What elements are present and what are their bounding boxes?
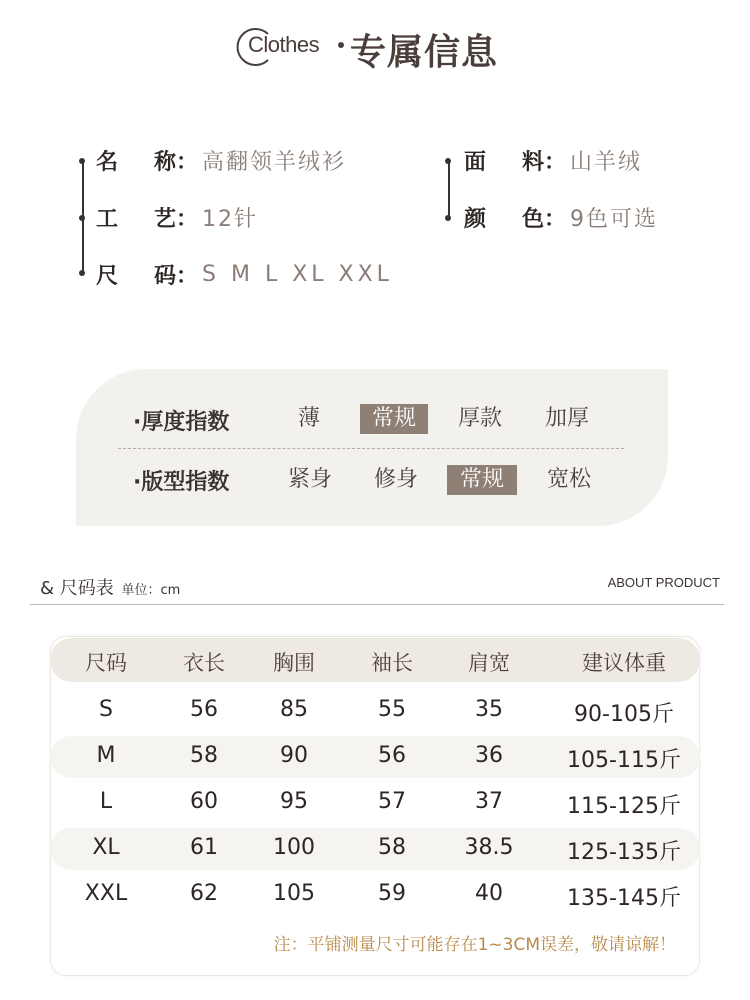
- size-chart-title-text: & 尺码表: [40, 578, 114, 599]
- size-table-cell: 90-105斤: [574, 702, 674, 727]
- info-label-char: 颜: [464, 207, 487, 232]
- info-label: [464, 202, 544, 233]
- info-label-char: 面: [464, 150, 487, 175]
- size-table-header-cell: 肩宽: [468, 651, 510, 675]
- size-table-cell: 62: [190, 881, 218, 906]
- info-colon: ：: [176, 264, 199, 289]
- info-value-color: 9色可选: [570, 207, 659, 232]
- size-table-cell: 59: [378, 881, 406, 906]
- info-value-size: S M L XL XXL: [202, 262, 393, 287]
- size-table-cell: 58: [190, 743, 218, 768]
- info-label-char: 名: [96, 150, 119, 175]
- size-table-cell: 60: [190, 789, 218, 814]
- fit-option: 修身: [373, 467, 418, 492]
- size-chart-title: [40, 574, 180, 600]
- info-colon: ：: [544, 207, 567, 232]
- size-table-cell: S: [99, 697, 113, 722]
- size-table-header-cell: 胸围: [273, 651, 315, 675]
- measurement-note: 注：平铺测量尺寸可能存在1~3CM误差，敬请谅解！: [273, 935, 676, 955]
- size-table-cell: 56: [378, 743, 406, 768]
- info-right-dot-1: [445, 158, 451, 164]
- size-table-cell: 37: [475, 789, 503, 814]
- size-table-cell: 56: [190, 697, 218, 722]
- page-title: 专属信息: [350, 31, 499, 73]
- thickness-option: 厚款: [457, 406, 502, 431]
- info-row-name: [96, 145, 346, 176]
- thickness-option: 常规: [360, 404, 428, 434]
- size-table-cell: 125-135斤: [567, 840, 681, 865]
- size-chart-unit: 单位：cm: [121, 583, 181, 598]
- info-value-fabric: 山羊绒: [570, 150, 643, 175]
- info-colon: ：: [176, 207, 199, 232]
- info-label-char: 艺: [153, 207, 176, 232]
- info-colon: ：: [176, 150, 199, 175]
- info-label-char: 码: [153, 264, 176, 289]
- size-table-cell: 105-115斤: [567, 748, 681, 773]
- size-table-header-cell: 尺码: [85, 651, 127, 675]
- size-table-cell: 85: [280, 697, 308, 722]
- info-value-name: 高翻领羊绒衫: [202, 150, 347, 175]
- info-label-char: 尺: [96, 264, 119, 289]
- size-table-cell: 90: [280, 743, 308, 768]
- size-table-cell: 95: [280, 789, 308, 814]
- size-table-cell: L: [99, 789, 113, 814]
- info-label-char: 色: [521, 207, 544, 232]
- size-table-cell: 100: [273, 835, 315, 860]
- header: [0, 0, 750, 100]
- size-table-cell: 115-125斤: [567, 794, 681, 819]
- size-table-cell: 57: [378, 789, 406, 814]
- info-row-craft: [96, 202, 258, 233]
- thickness-option: 薄: [297, 406, 320, 431]
- brand-word: Clothes: [248, 32, 320, 57]
- info-left-dot-3: [79, 270, 85, 276]
- info-row-fabric: [464, 145, 642, 176]
- thickness-option: 加厚: [544, 406, 589, 431]
- info-label-char: 料: [521, 150, 544, 175]
- info-row-size: [96, 259, 393, 290]
- size-table-header-cell: 袖长: [371, 651, 413, 675]
- about-product-label: ABOUT PRODUCT: [607, 575, 720, 590]
- info-left-dot-1: [79, 158, 85, 164]
- info-label-char: 称: [153, 150, 176, 175]
- index-divider: [118, 448, 624, 449]
- info-value-craft: 12针: [202, 207, 259, 232]
- size-table-cell: 35: [475, 697, 503, 722]
- fit-index-label: ·版型指数: [133, 470, 230, 495]
- info-label: [96, 259, 176, 290]
- size-table-header-cell: 衣长: [183, 651, 225, 675]
- size-table-cell: 58: [378, 835, 406, 860]
- info-label-char: 工: [96, 207, 119, 232]
- info-right-dot-2: [445, 215, 451, 221]
- thickness-index-label: ·厚度指数: [133, 410, 230, 435]
- size-table-cell: 36: [475, 743, 503, 768]
- size-table-cell: 135-145斤: [567, 886, 681, 911]
- fit-option: 常规: [447, 465, 517, 495]
- size-table-cell: XXL: [84, 881, 128, 906]
- fit-option: 紧身: [287, 467, 332, 492]
- info-label: [464, 145, 544, 176]
- size-table-cell: M: [96, 743, 116, 768]
- size-table-cell: 40: [475, 881, 503, 906]
- size-table-cell: 105: [273, 881, 315, 906]
- size-table-header-cell: 建议体重: [582, 651, 666, 675]
- size-table-cell: XL: [92, 835, 120, 860]
- size-table-cell: 61: [190, 835, 218, 860]
- size-table-cell: 55: [378, 697, 406, 722]
- size-table-cell: 38.5: [464, 835, 514, 860]
- info-left-dot-2: [79, 215, 85, 221]
- size-section-rule: [30, 604, 724, 605]
- title-dot: [338, 42, 344, 48]
- info-colon: ：: [544, 150, 567, 175]
- info-label: [96, 145, 176, 176]
- info-right-line: [448, 163, 450, 217]
- info-row-color: [464, 202, 658, 233]
- fit-option: 宽松: [546, 467, 591, 492]
- info-label: [96, 202, 176, 233]
